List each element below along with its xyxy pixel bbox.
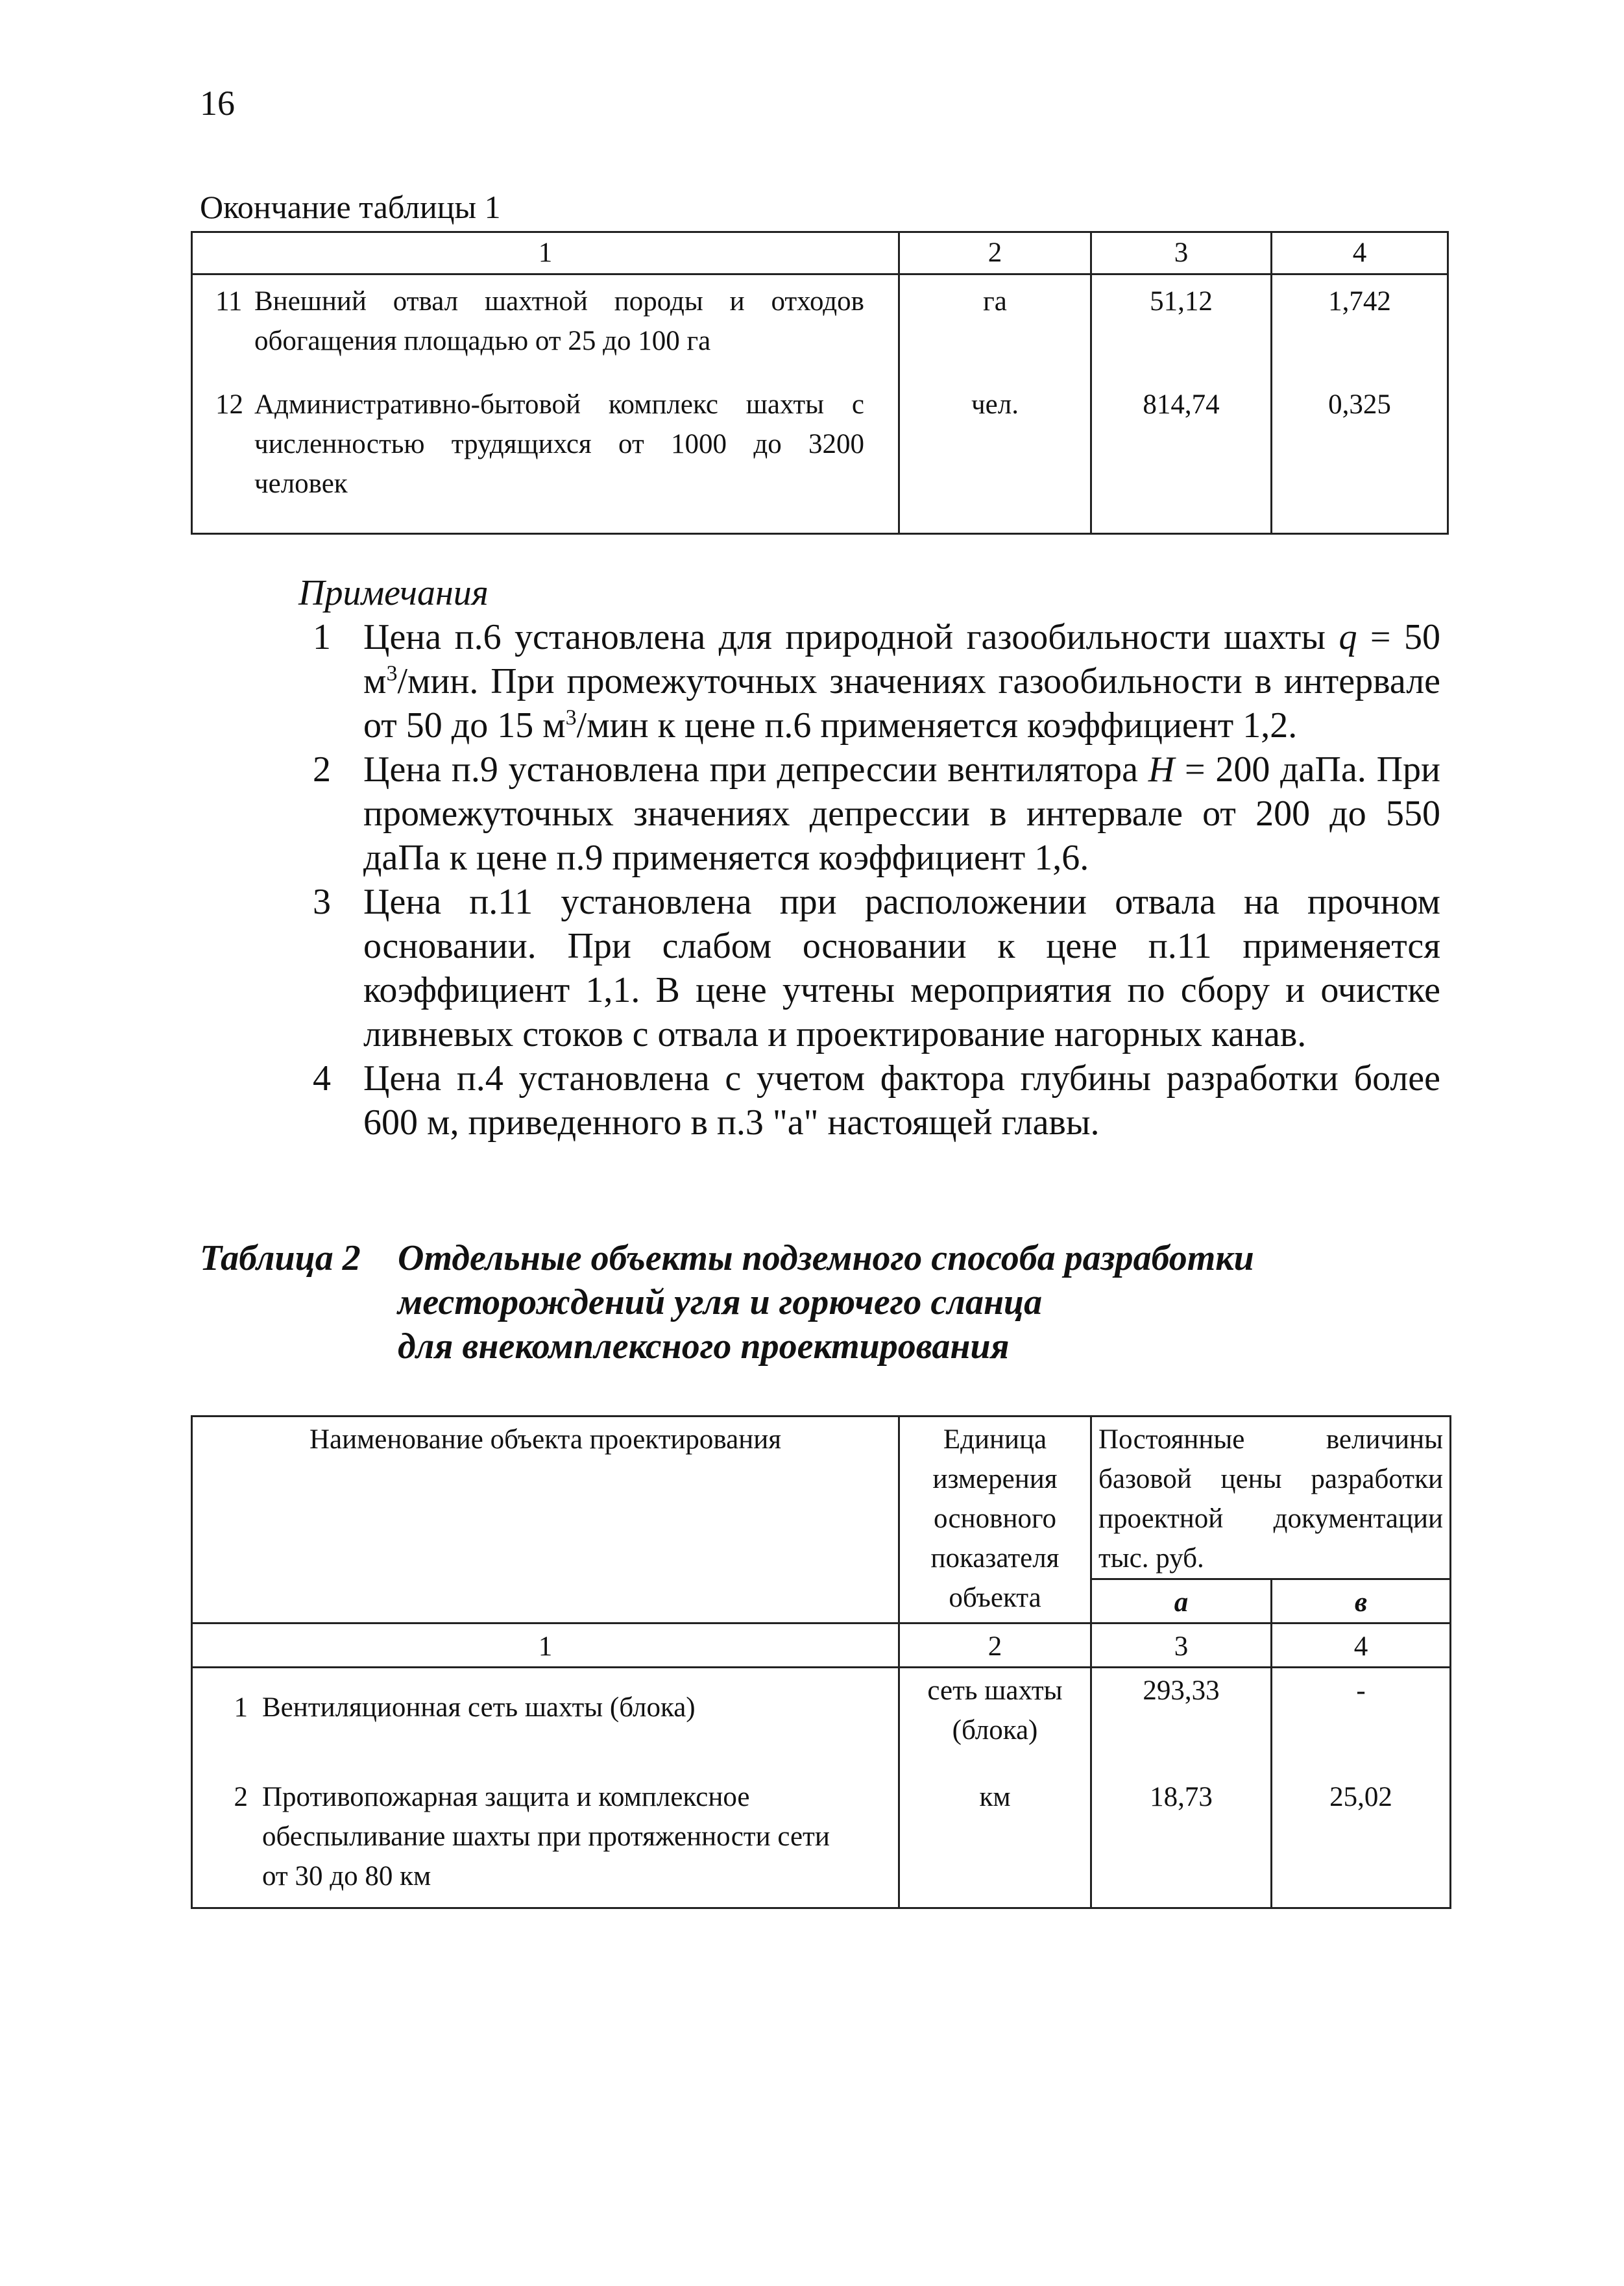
- page-number: 16: [200, 84, 235, 123]
- note-variable: H: [1148, 749, 1175, 790]
- table1-header-row: [192, 232, 1448, 274]
- notes-title: Примечания: [298, 573, 489, 613]
- note-number: 1: [313, 617, 331, 657]
- row-number: 11: [215, 286, 243, 317]
- note-text: = 50 м: [363, 617, 1440, 701]
- value-b-cell: 1,742: [1272, 274, 1448, 378]
- table1-header-cell: 3: [1091, 232, 1272, 274]
- table2: [191, 1415, 1451, 1909]
- table1-header-cell: 4: [1272, 232, 1448, 274]
- table2-header-price: Постоянные величины базовой цены разработки проектной документации тыс. руб.: [1091, 1417, 1451, 1579]
- table2-number-cell: 1: [192, 1623, 899, 1668]
- row-name: Противопожарная защита и комплексное обеспыливание шахты при протяженности сети от 30 до 80 км: [262, 1782, 830, 1891]
- notes: [298, 571, 1440, 1145]
- table2-header-unit: Единица измерения основного показателя объекта: [899, 1417, 1091, 1623]
- value-a-cell: 293,33: [1091, 1668, 1272, 1775]
- table2-header-row: [192, 1417, 1451, 1579]
- note-number: 2: [313, 749, 331, 790]
- note-text: /мин к цене п.6 применяется коэффициент 1,2.: [576, 705, 1298, 746]
- table1-name-cell: [192, 274, 899, 378]
- note-text: Цена п.11 установлена при расположении отвала на прочном основании. При слабом основании к цене п.11 применяется коэффициент 1,1. В цене учтены мероприятия по сбору и очистке ливневых стоков с отвала и проектирование нагорных канав.: [363, 882, 1440, 1054]
- row-number: 1: [234, 1692, 248, 1723]
- unit-cell: га: [899, 274, 1091, 378]
- table2-number-row: [192, 1623, 1451, 1668]
- table2-title-line: месторождений угля и горючего сланца: [398, 1282, 1043, 1322]
- row-name: Вентиляционная сеть шахты (блока): [262, 1692, 696, 1723]
- note-item: [298, 748, 1440, 880]
- table2-title-line: для внекомплексного проектирования: [398, 1326, 1010, 1367]
- note-number: 3: [313, 882, 331, 922]
- row-name: Внешний отвал шахтной породы и отходов обогащения площадью от 25 до 100 га: [254, 286, 864, 356]
- table-row: [192, 1775, 1451, 1908]
- note-superscript: 3: [565, 705, 577, 730]
- note-item: [298, 1056, 1440, 1145]
- table2-number-cell: 4: [1272, 1623, 1451, 1668]
- note-item: [298, 615, 1440, 748]
- table1: [191, 231, 1449, 535]
- table-row: [192, 274, 1448, 378]
- table2-sub-a: а: [1091, 1579, 1272, 1623]
- unit-cell: сеть шахты (блока): [899, 1668, 1091, 1775]
- value-b-cell: 0,325: [1272, 378, 1448, 534]
- table2-name-cell: [192, 1668, 899, 1775]
- value-a-cell: 18,73: [1091, 1775, 1272, 1908]
- note-text: /мин. При промежуточных значениях газообильности в интервале от 50 до 15 м: [363, 661, 1440, 746]
- row-number: 2: [234, 1782, 248, 1812]
- note-number: 4: [313, 1058, 331, 1099]
- table2-label: Таблица 2: [200, 1238, 361, 1278]
- note-variable: q: [1339, 617, 1357, 657]
- table2-number-cell: 2: [899, 1623, 1091, 1668]
- row-name: Административно-бытовой комплекс шахты с численностью трудящихся от 1000 до 3200 человек: [254, 389, 864, 499]
- table2-header-name: Наименование объекта проектирования: [192, 1417, 899, 1623]
- table2-number-cell: 3: [1091, 1623, 1272, 1668]
- table2-sub-b: в: [1272, 1579, 1451, 1623]
- row-number: 12: [215, 389, 243, 420]
- value-b-cell: -: [1272, 1668, 1451, 1775]
- table-row: [192, 1668, 1451, 1775]
- table1-name-cell: [192, 378, 899, 534]
- unit-cell: км: [899, 1775, 1091, 1908]
- table2-name-cell: [192, 1775, 899, 1908]
- note-text: Цена п.9 установлена при депрессии вентилятора: [363, 749, 1148, 790]
- table1-header-cell: 1: [192, 232, 899, 274]
- value-b-cell: 25,02: [1272, 1775, 1451, 1908]
- unit-cell: чел.: [899, 378, 1091, 534]
- value-a-cell: 51,12: [1091, 274, 1272, 378]
- table2-title-line: Отдельные объекты подземного способа разработки: [398, 1238, 1254, 1278]
- table1-header-cell: 2: [899, 232, 1091, 274]
- note-text: Цена п.6 установлена для природной газообильности шахты: [363, 617, 1339, 657]
- note-text: = 200 даПа. При промежуточных значениях депрессии в интервале от 200 до 550 даПа к цене п.9 применяется коэффициент 1,6.: [363, 749, 1441, 878]
- note-item: [298, 880, 1440, 1056]
- note-superscript: 3: [386, 661, 398, 686]
- value-a-cell: 814,74: [1091, 378, 1272, 534]
- table-row: [192, 378, 1448, 534]
- table1-caption: Окончание таблицы 1: [200, 189, 501, 225]
- note-text: Цена п.4 установлена с учетом фактора глубины разработки более 600 м, приведенного в п.3 "а" настоящей главы.: [363, 1058, 1440, 1143]
